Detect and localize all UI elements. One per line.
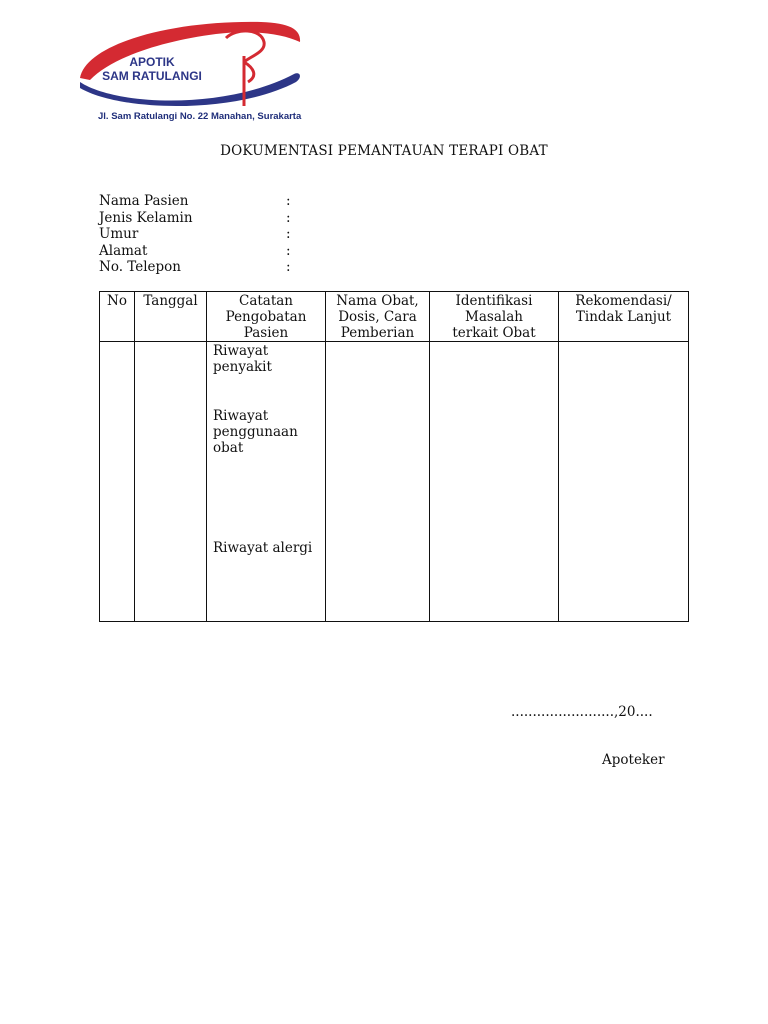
cell-rekomendasi[interactable]	[559, 342, 689, 622]
cell-no[interactable]	[100, 342, 135, 622]
col-header-tanggal: Tanggal	[135, 292, 207, 342]
note-riwayat-alergi: Riwayat alergi	[213, 540, 313, 556]
signature-label: Apoteker	[602, 752, 665, 768]
table-row	[100, 342, 689, 622]
field-separator: :	[286, 209, 291, 226]
logo-line2: SAM RATULANGI	[102, 69, 202, 83]
table-header-row	[100, 292, 689, 342]
patient-field	[99, 242, 291, 260]
field-label: Alamat	[99, 242, 148, 259]
cell-nama-obat[interactable]	[326, 342, 430, 622]
col-header-identifikasi: Identifikasi Masalah terkait Obat	[430, 292, 559, 342]
col-header-catatan: Catatan Pengobatan Pasien	[207, 292, 326, 342]
note-riwayat-penyakit: Riwayat penyakit	[213, 343, 272, 375]
field-label: Umur	[99, 226, 139, 242]
patient-field	[99, 209, 291, 227]
logo-line1: APOTIK	[129, 55, 175, 69]
field-separator: :	[286, 259, 291, 275]
col-header-no: No	[100, 292, 135, 342]
field-label: No. Telepon	[99, 259, 182, 275]
date-line: ........................,20....	[511, 704, 653, 720]
col-header-rekomendasi: Rekomendasi/ Tindak Lanjut	[559, 292, 689, 342]
field-label: Jenis Kelamin	[99, 209, 193, 226]
patient-field	[99, 193, 291, 210]
patient-info	[99, 193, 291, 276]
note-riwayat-penggunaan-obat: Riwayat penggunaan obat	[213, 408, 298, 456]
col-header-nama-obat: Nama Obat, Dosis, Cara Pemberian	[326, 292, 430, 342]
field-separator: :	[286, 226, 291, 242]
pharmacy-address: Jl. Sam Ratulangi No. 22 Manahan, Surakarta	[98, 111, 302, 122]
pharmacy-logo	[76, 16, 306, 111]
field-separator: :	[286, 193, 291, 209]
field-label: Nama Pasien	[99, 193, 189, 209]
field-separator: :	[286, 242, 291, 259]
document-title: DOKUMENTASI PEMANTAUAN TERAPI OBAT	[220, 143, 548, 159]
cell-tanggal[interactable]	[135, 342, 207, 622]
cell-catatan[interactable]	[207, 342, 326, 622]
patient-field	[99, 226, 291, 243]
patient-field	[99, 259, 291, 276]
cell-identifikasi[interactable]	[430, 342, 559, 622]
therapy-monitoring-table	[99, 291, 689, 622]
